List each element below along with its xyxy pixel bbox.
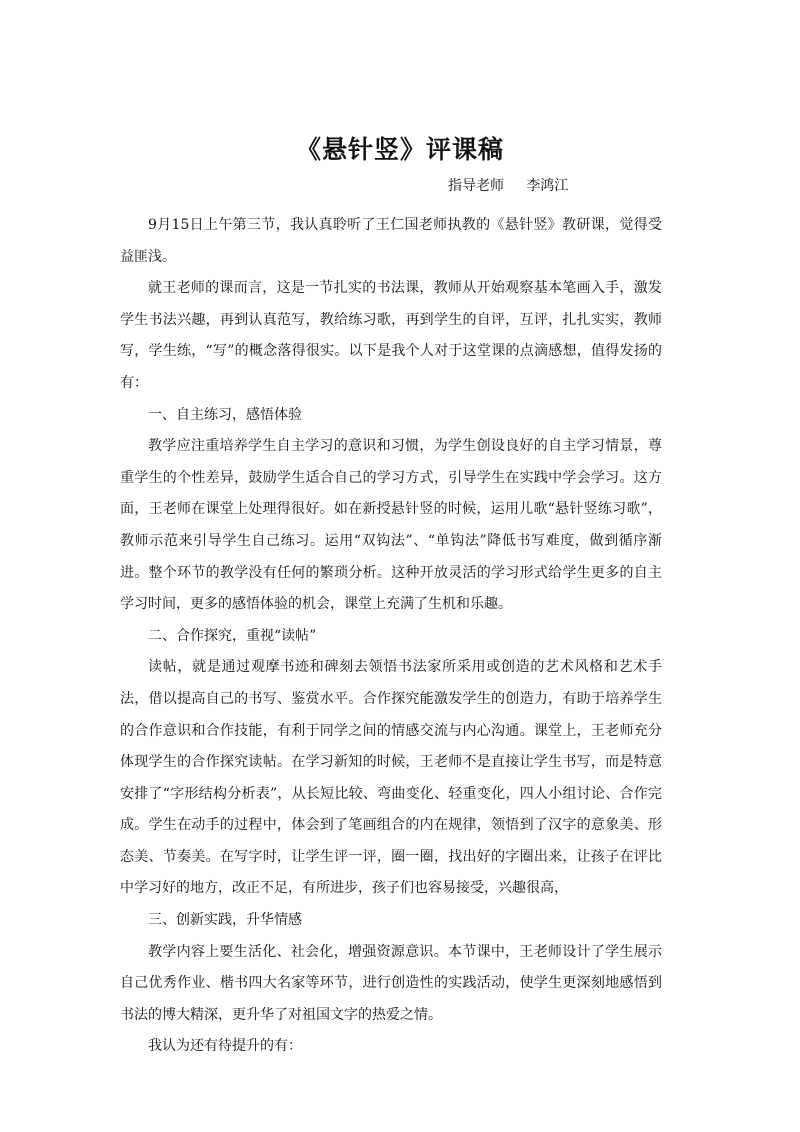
document-title: 《悬针竖》评课稿 bbox=[295, 135, 504, 164]
paragraph-section-3: 教学内容上要生活化、社会化，增强资源意识。本节课中，王老师设计了学生展示自己优秀作业、楷书四大名家等环节，进行创造性的实践活动，使学生更深刻地感悟到书法的博大精深，更升华了对祖国文字的热爱之情。 bbox=[120, 943, 662, 1023]
section-heading-2: 二、合作探究，重视“读帖” bbox=[148, 627, 317, 644]
document-body bbox=[120, 210, 662, 1063]
paragraph-improvements: 我认为还有待提升的有： bbox=[148, 1038, 302, 1055]
section-heading-1: 一、自主练习，感悟体验 bbox=[148, 406, 302, 423]
paragraph-intro: 9月15日上午第三节，我认真聆听了王仁国老师执教的《悬针竖》教研课，觉得受益匪浅。 bbox=[120, 217, 662, 265]
author-byline: 指导老师 李鸿江 bbox=[448, 178, 569, 194]
paragraph-section-1: 教学应注重培养学生自主学习的意识和习惯，为学生创设良好的自主学习情景，尊重学生的个性差异，鼓励学生适合自己的学习方式，引导学生在实践中学会学习。这方面，王老师在课堂上处理得很好。如在新授悬针竖的时候，运用儿歌“悬针竖练习歌”，教师示范来引导学生自己练习。运用“双钩法”、“单钩法”降低书写难度，做到循序渐进。整个环节的教学没有任何的繁琐分析。这种开放灵活的学习形式给学生更多的自主学习时间，更多的感悟体验的机会，课堂上充满了生机和乐趣。 bbox=[120, 438, 662, 613]
section-heading-3: 三、创新实践，升华情感 bbox=[148, 912, 302, 929]
paragraph-overview: 就王老师的课而言，这是一节扎实的书法课，教师从开始观察基本笔画入手，激发学生书法兴趣，再到认真范写，教给练习歌，再到学生的自评，互评，扎扎实实，教师写，学生练，“写”的概念落得很实。以下是我个人对于这堂课的点滴感想，值得发扬的有： bbox=[120, 280, 662, 391]
paragraph-section-2: 读帖，就是通过观摩书迹和碑刻去领悟书法家所采用或创造的艺术风格和艺术手法，借以提高自己的书写、鉴赏水平。合作探究能激发学生的创造力，有助于培养学生的合作意识和合作技能，有利于同学之间的情感交流与内心沟通。课堂上，王老师充分体现学生的合作探究读帖。在学习新知的时候，王老师不是直接让学生书写，而是特意安排了“字形结构分析表”，从长短比较、弯曲变化、轻重变化，四人小组讨论、合作完成。学生在动手的过程中，体会到了笔画组合的内在规律，领悟到了汉字的意象美、形态美、节奏美。在写字时，让学生评一评，圈一圈，找出好的字圈出来，让孩子在评比中学习好的地方，改正不足，有所进步，孩子们也容易接受，兴趣很高， bbox=[120, 659, 662, 897]
